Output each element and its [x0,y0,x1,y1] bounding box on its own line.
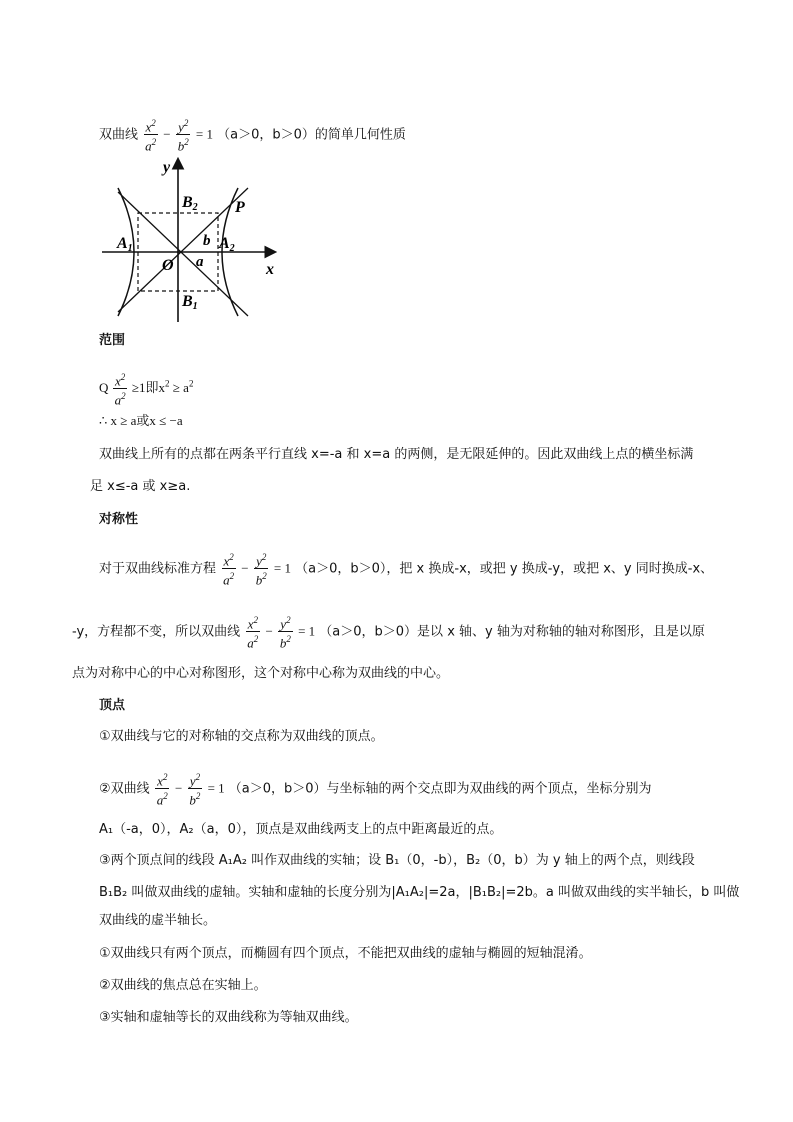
label-B1: B1 [182,293,198,312]
vertex-note2: ②双曲线的焦点总在实轴上。 [99,978,267,993]
hyperbola-figure [98,152,288,326]
range-para1: 双曲线上所有的点都在两条平行直线 x=-a 和 x=a 的两侧，是无限延伸的。因此双曲线上点的横坐标满 [99,447,694,462]
vertex-p6: 双曲线的虚半轴长。 [99,913,217,928]
range-line1: Q $\frac{x^2}{a^2}$ ≥1即$x^2 \ge a^2$ [99,372,194,408]
label-b: b [203,233,211,249]
label-x: x [266,261,274,278]
label-O: O [162,257,174,274]
vertex-note3: ③实轴和虚轴等长的双曲线称为等轴双曲线。 [99,1010,358,1025]
label-a: a [196,254,204,270]
label-B2: B2 [182,194,198,213]
title-line [99,116,406,154]
vertex-p4: ③两个顶点间的线段 A₁A₂ 叫作双曲线的实轴；设 B₁（0，-b），B₂（0，b）为 y 轴上的两个点，则线段 [99,853,695,868]
symmetry-heading: 对称性 [99,512,139,527]
symmetry-line3: 点为对称中心的中心对称图形，这个对称中心称为双曲线的中心。 [72,666,450,681]
title-prefix: 双曲线 [99,127,139,143]
label-P: P [235,199,245,216]
vertex-p5: B₁B₂ 叫做双曲线的虚轴。实轴和虚轴的长度分别为|A₁A₂|=2a，|B₁B₂|=2b。a 叫做双曲线的实半轴长，b 叫做 [99,885,740,900]
label-y: y [163,159,171,176]
equation-y-term: $\frac{y^2}{b^2}$ [177,118,189,154]
equals-one: = 1 [195,126,214,142]
vertex-heading: 顶点 [99,698,126,713]
title-suffix: （a＞0，b＞0）的简单几何性质 [217,127,406,143]
range-line2: ∴ x ≥ a或x ≤ −a [99,413,183,428]
label-A1: A1 [117,235,133,254]
range-para2: 足 x≤-a 或 x≥a. [90,479,191,494]
equation-x-term: $\frac{x^2}{a^2}$ [145,118,157,154]
range-heading: 范围 [99,333,126,348]
vertex-p1: ①双曲线与它的对称轴的交点称为双曲线的顶点。 [99,729,384,744]
symmetry-line1: 对于双曲线标准方程 $\frac{x^2}{a^2}$ − $\frac{y^2}{b^2}$ = 1 （a＞0，b＞0），把 x 换成-x，或把 y 换成-y，或把 x、y 同时换成-x、 [99,552,714,588]
vertex-p2: ②双曲线 $\frac{x^2}{a^2}$ − $\frac{y^2}{b^2}$ = 1 （a＞0，b＞0）与坐标轴的两个交点即为双曲线的两个顶点，坐标分别为 [99,772,652,808]
vertex-note1: ①双曲线只有两个顶点，而椭圆有四个顶点，不能把双曲线的虚轴与椭圆的短轴混淆。 [99,946,592,961]
vertex-p3: A₁（-a，0），A₂（a，0），顶点是双曲线两支上的点中距离最近的点。 [99,822,503,837]
label-A2: A2 [219,235,235,254]
symmetry-line2: -y，方程都不变，所以双曲线 $\frac{x^2}{a^2}$ − $\frac{y^2}{b^2}$ = 1 （a＞0，b＞0）是以 x 轴、y 轴为对称轴的轴对称图形，且是以原 [72,615,705,651]
minus-sign: − [163,126,171,142]
